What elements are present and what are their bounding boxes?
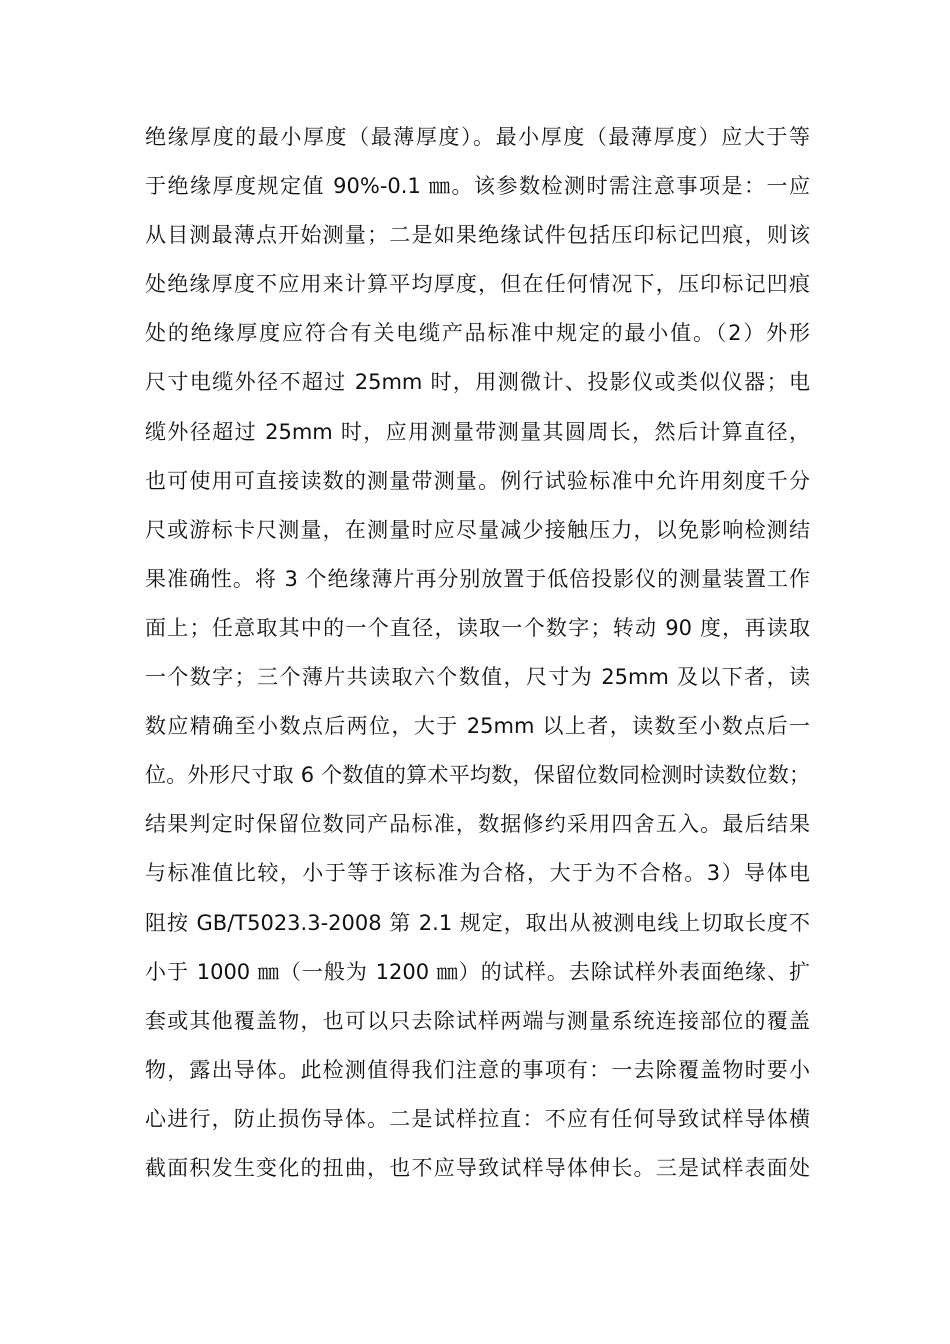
text-line: 一个数字；三个薄片共读取六个数值，尺寸为 25mm 及以下者，读 [145,665,810,690]
text-line: 于绝缘厚度规定值 90%-0.1 ㎜。该参数检测时需注意事项是：一应 [145,174,810,199]
text-line: 尺或游标卡尺测量，在测量时应尽量减少接触压力，以免影响检测结 [145,517,810,542]
text-line: 处的绝缘厚度应符合有关电缆产品标准中规定的最小值。（2）外形 [145,321,810,346]
text-line: 尺寸电缆外径不超过 25mm 时，用测微计、投影仪或类似仪器；电 [145,370,810,395]
text-line: 套或其他覆盖物，也可以只去除试样两端与测量系统连接部位的覆盖 [145,1008,810,1033]
text-line: 从目测最薄点开始测量；二是如果绝缘试件包括压印标记凹痕，则该 [145,223,810,248]
text-line: 处绝缘厚度不应用来计算平均厚度，但在任何情况下，压印标记凹痕 [145,272,810,297]
text-line: 心进行，防止损伤导体。二是试样拉直：不应有任何导致试样导体横 [145,1106,810,1131]
text-line: 小于 1000 ㎜（一般为 1200 ㎜）的试样。去除试样外表面绝缘、扩 [145,959,810,984]
body-text [145,113,810,1193]
text-line: 也可使用可直接读数的测量带测量。例行试验标准中允许用刻度千分 [145,468,810,493]
text-line: 与标准值比较，小于等于该标准为合格，大于为不合格。3）导体电 [145,861,810,886]
text-line: 数应精确至小数点后两位，大于 25mm 以上者，读数至小数点后一 [145,714,810,739]
text-line: 位。外形尺寸取 6 个数值的算术平均数，保留位数同检测时读数位数； [145,763,810,788]
text-line: 绝缘厚度的最小厚度（最薄厚度）。最小厚度（最薄厚度）应大于等 [145,125,810,149]
text-line: 截面积发生变化的扭曲，也不应导致试样导体伸长。三是试样表面处 [145,1155,810,1180]
text-line: 面上；任意取其中的一个直径，读取一个数字；转动 90 度，再读取 [145,615,810,640]
text-line: 阻按 GB/T5023.3-2008 第 2.1 规定，取出从被测电线上切取长度不 [145,910,810,935]
text-line: 结果判定时保留位数同产品标准，数据修约采用四舍五入。最后结果 [145,812,810,837]
text-line: 果准确性。将 3 个绝缘薄片再分别放置于低倍投影仪的测量装置工作 [145,566,810,591]
text-line: 物，露出导体。此检测值得我们注意的事项有：一去除覆盖物时要小 [145,1057,810,1082]
text-line: 缆外径超过 25mm 时，应用测量带测量其圆周长，然后计算直径， [145,419,810,444]
